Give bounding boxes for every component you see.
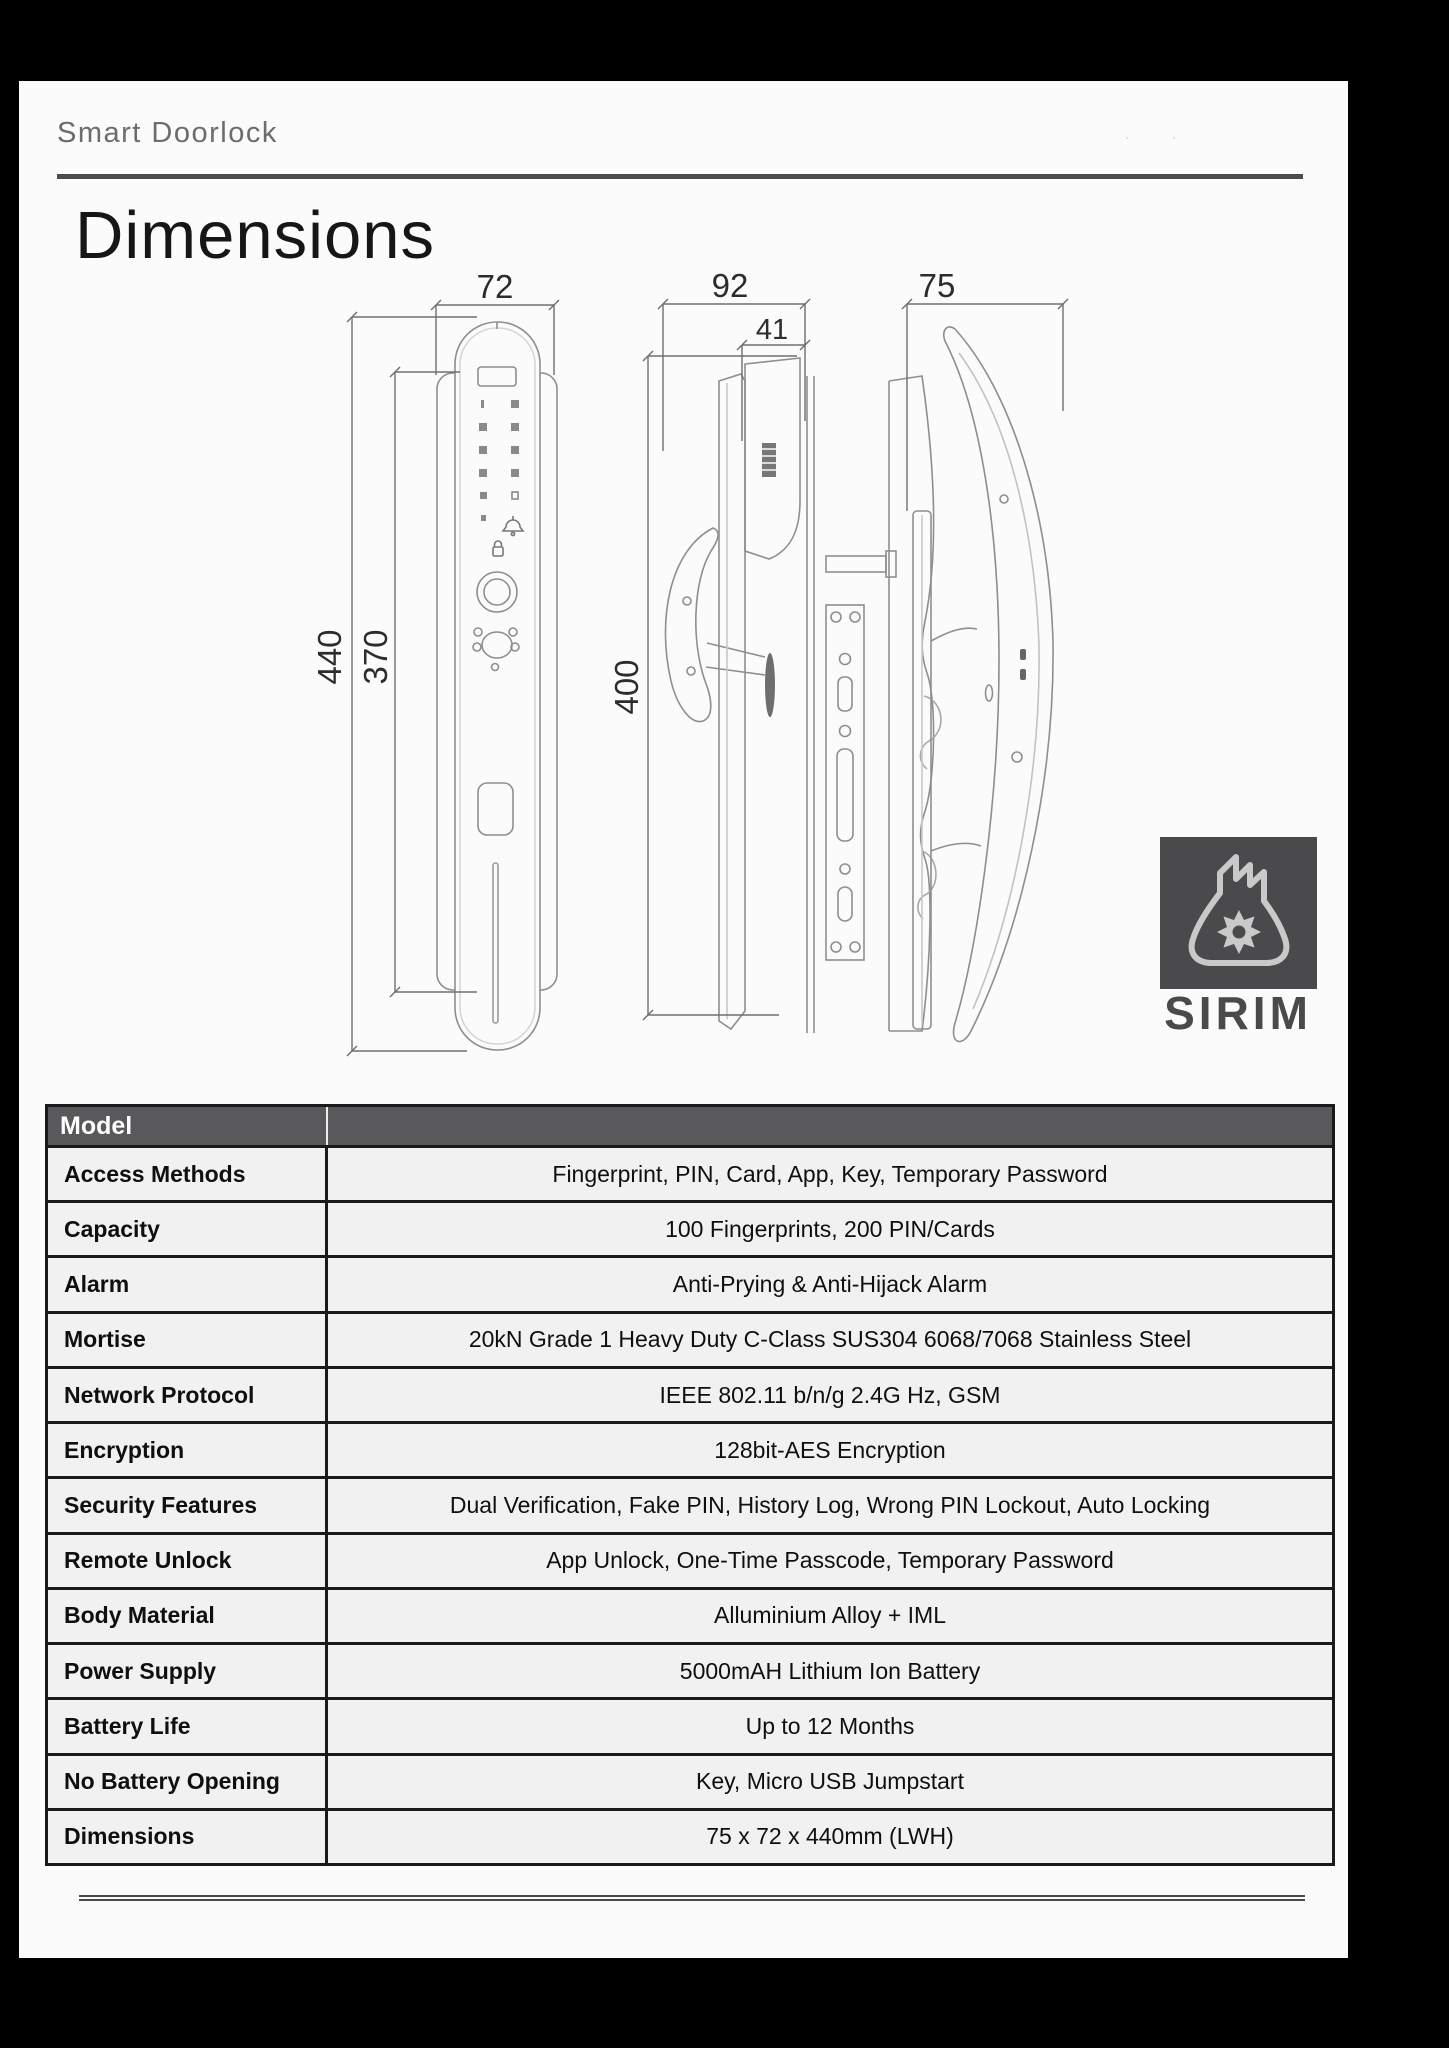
- spec-label: Remote Unlock: [48, 1535, 328, 1587]
- table-row: [48, 1200, 1332, 1255]
- back-view-drawing: [913, 327, 1053, 1042]
- page-title: Dimensions: [75, 198, 436, 273]
- product-name: Smart Doorlock: [57, 117, 278, 149]
- table-row: [48, 1366, 1332, 1421]
- side-width-label: 92: [711, 267, 749, 304]
- spec-label: Mortise: [48, 1314, 328, 1366]
- table-row: [48, 1476, 1332, 1531]
- table-row: [48, 1697, 1332, 1752]
- spec-value: 75 x 72 x 440mm (LWH): [706, 1823, 954, 1850]
- spec-value: 20kN Grade 1 Heavy Duty C-Class SUS304 6068/7068 Stainless Steel: [468, 1326, 1192, 1353]
- spec-value: 128bit-AES Encryption: [714, 1436, 946, 1463]
- spec-value: Up to 12 Months: [745, 1712, 915, 1739]
- table-row: [48, 1808, 1332, 1863]
- spec-label: Capacity: [48, 1203, 328, 1255]
- table-row: [48, 1255, 1332, 1310]
- spec-value: 5000mAH Lithium Ion Battery: [679, 1657, 981, 1684]
- spec-label: Access Methods: [48, 1148, 328, 1200]
- front-width-label: 72: [476, 268, 514, 305]
- spec-value: Dual Verification, Fake PIN, History Log, Wrong PIN Lockout, Auto Locking: [449, 1492, 1211, 1519]
- spec-label: Battery Life: [48, 1700, 328, 1752]
- spec-label: Security Features: [48, 1479, 328, 1531]
- side-view-drawing: [665, 358, 940, 1033]
- spec-label: Dimensions: [48, 1811, 328, 1863]
- spec-label: Body Material: [48, 1590, 328, 1642]
- scan-smudge: · ·: [1124, 127, 1195, 147]
- table-header-value: [328, 1107, 1332, 1145]
- table-row: [48, 1311, 1332, 1366]
- gear-icon: [1217, 910, 1261, 954]
- front-outer-height-label: 440: [311, 629, 348, 685]
- spec-label: Alarm: [48, 1258, 328, 1310]
- spec-table: [45, 1104, 1335, 1866]
- sirim-wordmark: SIRIM: [1164, 987, 1312, 1039]
- spec-value: IEEE 802.11 b/n/g 2.4G Hz, GSM: [659, 1381, 1001, 1408]
- side-height-label: 400: [608, 659, 645, 715]
- table-row: [48, 1587, 1332, 1642]
- table-row: [48, 1532, 1332, 1587]
- spec-value: App Unlock, One-Time Passcode, Temporary Password: [546, 1547, 1114, 1574]
- table-row: [48, 1145, 1332, 1200]
- front-view-drawing: [437, 322, 557, 1050]
- document-page: [19, 81, 1348, 1958]
- back-width-label: 75: [918, 267, 956, 304]
- spec-label: Encryption: [48, 1424, 328, 1476]
- spec-value: Alluminium Alloy + IML: [714, 1602, 946, 1629]
- front-inner-height-label: 370: [357, 629, 394, 685]
- table-header-row: [48, 1107, 1332, 1145]
- spec-value: Anti-Prying & Anti-Hijack Alarm: [672, 1271, 988, 1298]
- table-row: [48, 1753, 1332, 1808]
- spec-value: 100 Fingerprints, 200 PIN/Cards: [665, 1215, 995, 1242]
- side-panel-label: 41: [755, 314, 789, 346]
- sirim-logo: [1160, 837, 1317, 1039]
- table-row: [48, 1421, 1332, 1476]
- spec-value: Fingerprint, PIN, Card, App, Key, Temporary Password: [552, 1160, 1108, 1187]
- spec-label: Power Supply: [48, 1645, 328, 1697]
- table-row: [48, 1642, 1332, 1697]
- spec-value: Key, Micro USB Jumpstart: [696, 1768, 964, 1795]
- spec-label: Network Protocol: [48, 1369, 328, 1421]
- table-header-label: Model: [48, 1107, 328, 1145]
- spec-label: No Battery Opening: [48, 1756, 328, 1808]
